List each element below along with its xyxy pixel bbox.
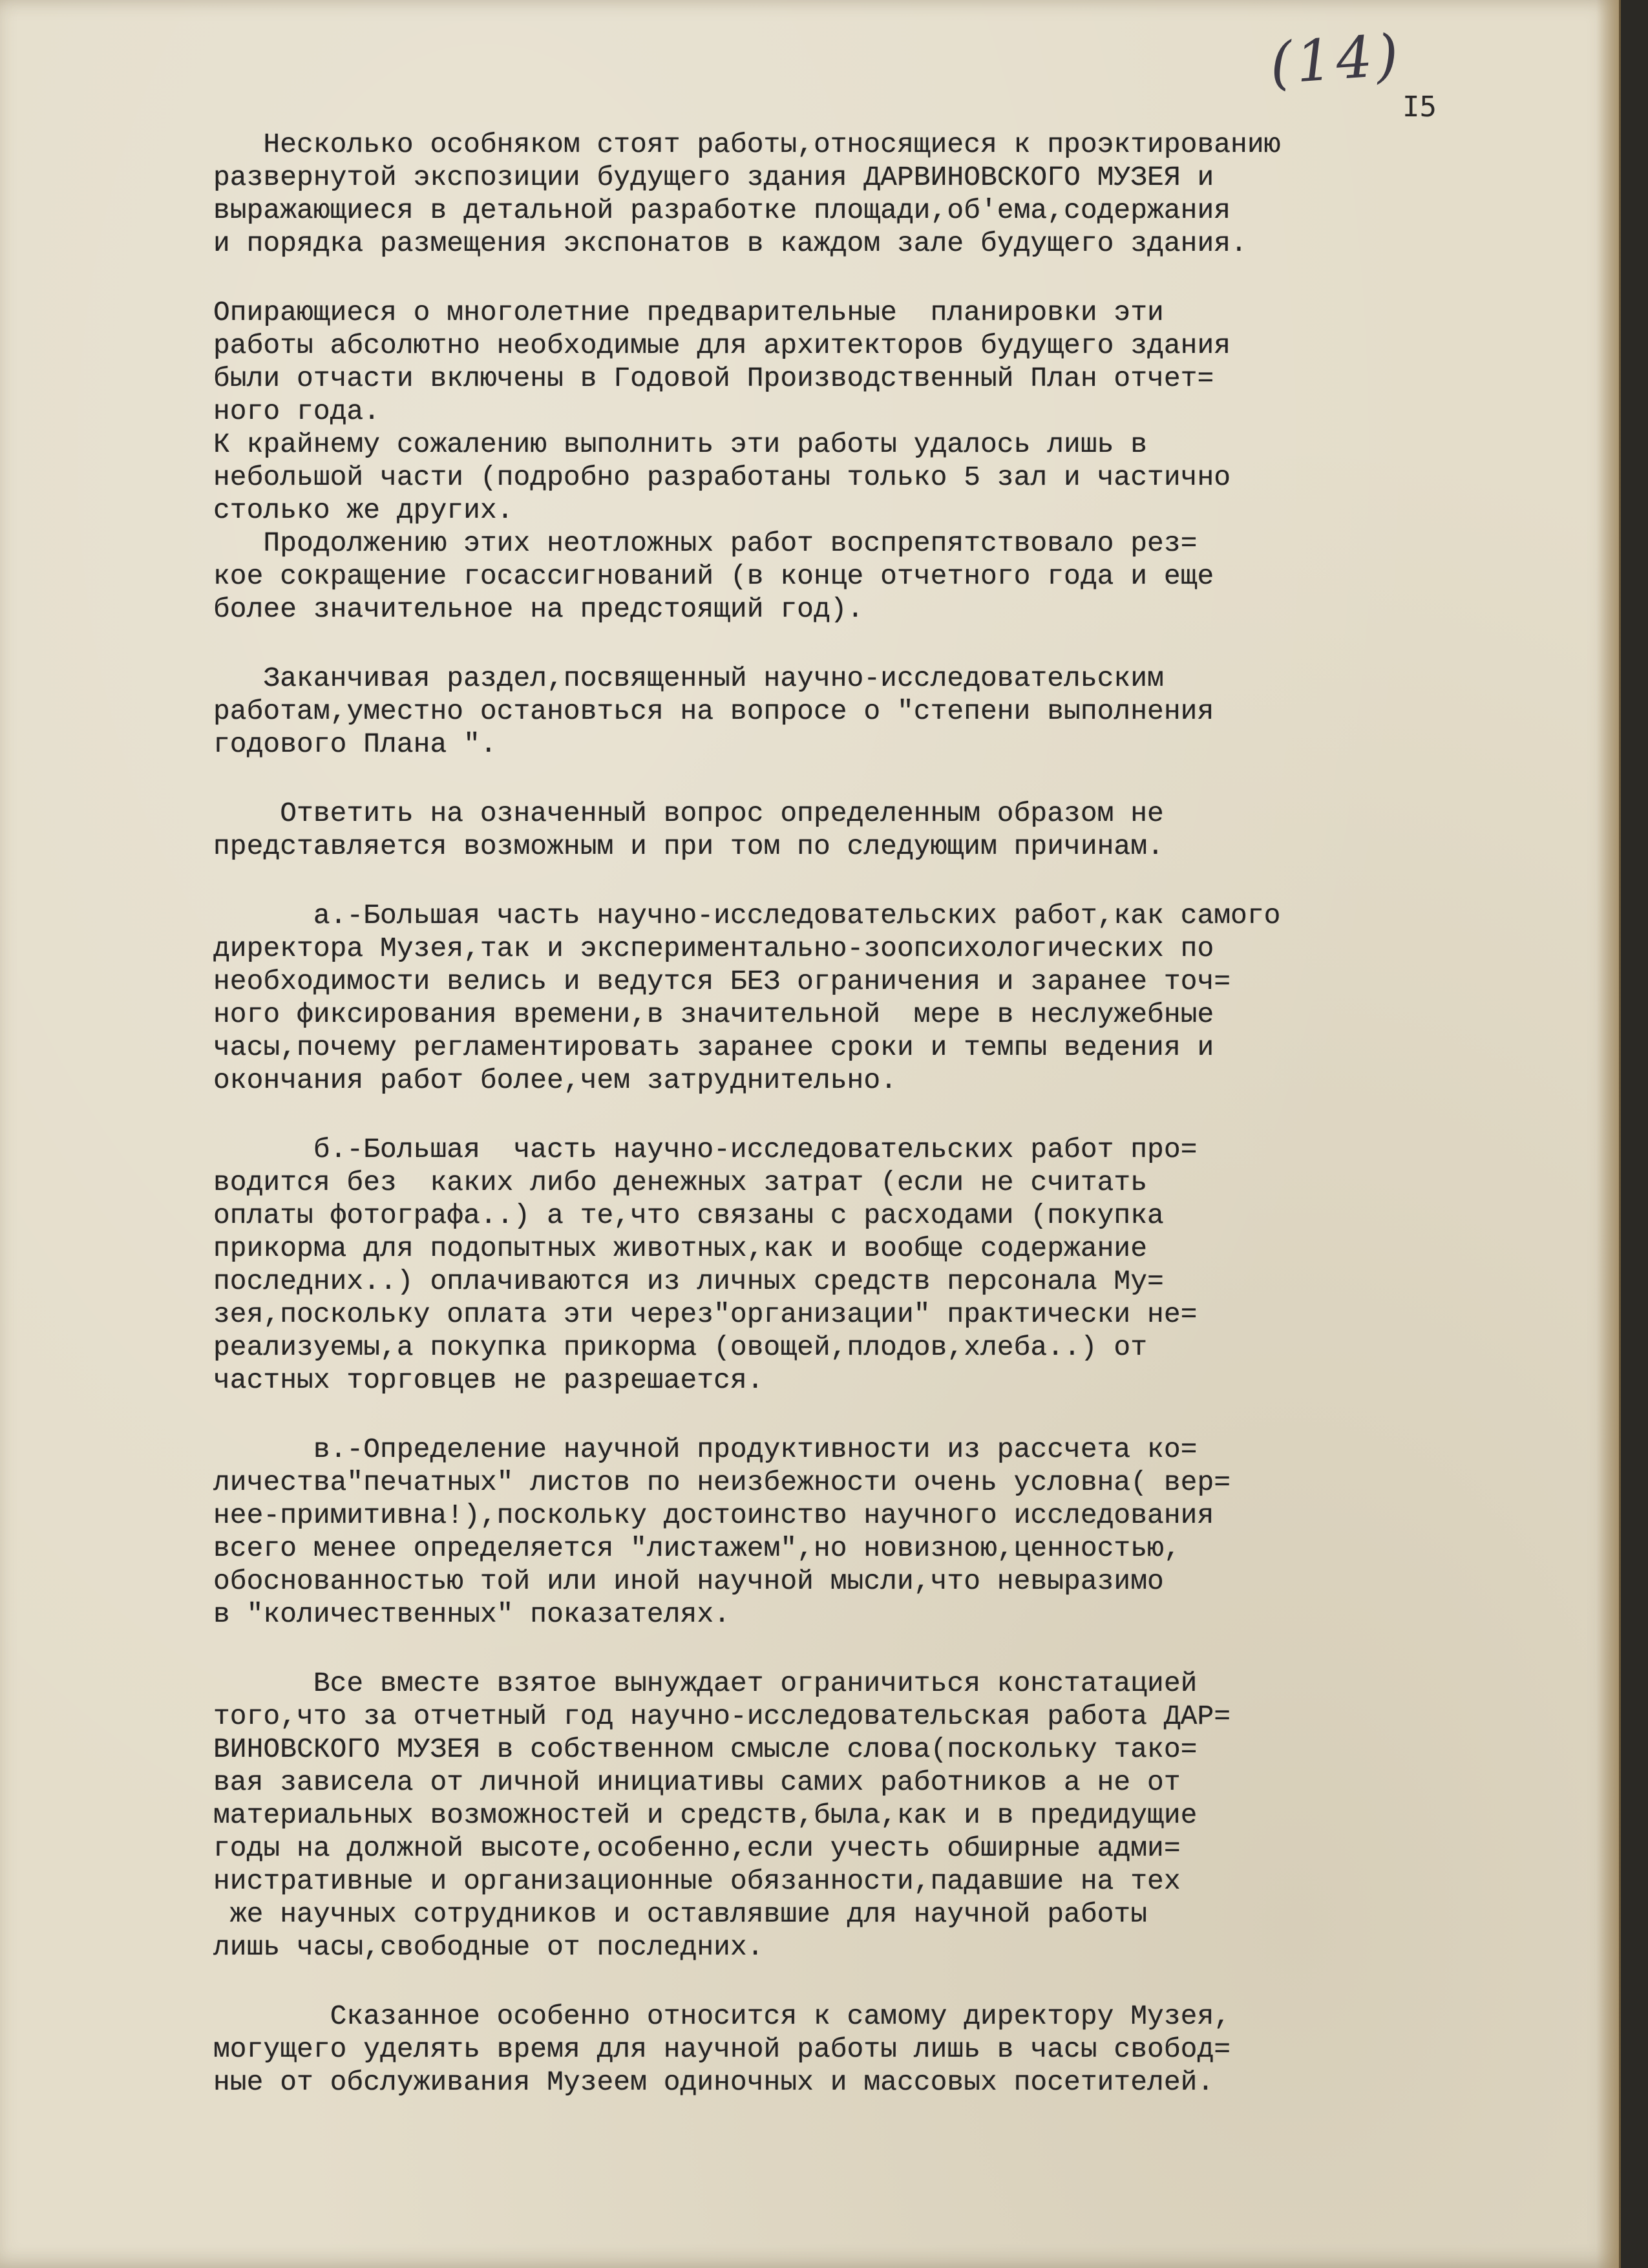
text-line: развернутой экспозиции будущего здания ДАРВИНОВСКОГО МУЗЕЯ и (213, 162, 1214, 193)
text-line: Заканчивая раздел,посвященный научно-исследовательским (213, 662, 1164, 694)
text-line: были отчасти включены в Годовой Производственный План отчет= (213, 363, 1214, 394)
text-line: лишь часы,свободные от последних. (213, 1931, 764, 1963)
text-line: б.-Большая часть научно-исследовательских работ про= (213, 1134, 1198, 1165)
paragraph (213, 899, 1603, 1097)
text-line: Опирающиеся о многолетние предварительные планировки эти (213, 297, 1164, 328)
text-line: нистративные и организационные обязанности,падавшие на тех (213, 1865, 1181, 1897)
paragraph (213, 1667, 1603, 1964)
text-line: часы,почему регламентировать заранее сроки и темпы ведения и (213, 1032, 1214, 1063)
text-line: более значительное на предстоящий год). (213, 593, 864, 625)
page-number: I5 (1402, 90, 1437, 123)
text-line: прикорма для подопытных животных,как и вообще содержание (213, 1233, 1148, 1264)
text-line: в "количественных" показателях. (213, 1598, 730, 1630)
text-line: зея,поскольку оплата эти через"организации" практически не= (213, 1298, 1198, 1330)
text-line: ного фиксирования времени,в значительной мере в неслужебные (213, 999, 1214, 1030)
text-line: окончания работ более,чем затруднительно. (213, 1065, 897, 1096)
text-line: Ответить на означенный вопрос определенным образом не (213, 798, 1164, 829)
text-line: Все вместе взятое вынуждает ограничиться констатацией (213, 1668, 1198, 1699)
text-line: же научных сотрудников и оставлявшие для научной работы (213, 1898, 1148, 1930)
text-line: нее-примитивна!),поскольку достоинство научного исследования (213, 1500, 1214, 1531)
text-line: Несколько особняком стоят работы,относящиеся к проэктированию (213, 129, 1281, 160)
text-line: последних..) оплачиваются из личных средств персонала Му= (213, 1266, 1164, 1297)
paragraph (213, 797, 1603, 863)
text-line: личества"печатных" листов по неизбежности очень условна( вер= (213, 1467, 1231, 1498)
paragraph (213, 1433, 1603, 1631)
document-body (213, 128, 1603, 2099)
paragraph (213, 128, 1603, 260)
text-line: кое сокращение госассигнований (в конце отчетного года и еще (213, 560, 1214, 592)
paragraph (213, 1133, 1603, 1397)
text-line: могущего уделять время для научной работы лишь в часы свобод= (213, 2033, 1231, 2065)
paragraph (213, 2000, 1603, 2099)
text-line: Продолжению этих неотложных работ воспрепятствовало рез= (213, 527, 1198, 559)
text-line: вая зависела от личной инициативы самих работников а не от (213, 1766, 1181, 1798)
text-line: столько же других. (213, 494, 514, 526)
text-line: работы абсолютно необходимые для архитекторов будущего здания (213, 330, 1231, 361)
text-line: того,что за отчетный год научно-исследовательская работа ДАР= (213, 1701, 1231, 1732)
text-line: небольшой части (подробно разработаны только 5 зал и частично (213, 461, 1231, 493)
text-line: выражающиеся в детальной разработке площади,об'ема,содержания (213, 195, 1231, 226)
text-line: ВИНОВСКОГО МУЗЕЯ в собственном смысле слова(поскольку тако= (213, 1733, 1198, 1765)
text-line: необходимости велись и ведутся БЕЗ ограничения и заранее точ= (213, 966, 1231, 997)
text-line: ного года. (213, 396, 381, 427)
paragraph (213, 296, 1603, 428)
text-line: водится без каких либо денежных затрат (если не считать (213, 1167, 1148, 1198)
handwritten-folio-number: (14) (1267, 21, 1404, 98)
text-line: оплаты фотографа..) а те,что связаны с расходами (покупка (213, 1200, 1164, 1231)
paragraph (213, 662, 1603, 761)
text-line: материальных возможностей и средств,была,как и в предидущие (213, 1799, 1198, 1831)
text-line: директора Музея,так и экспериментально-зоопсихологических по (213, 933, 1214, 964)
text-line: а.-Большая часть научно-исследовательских работ,как самого (213, 900, 1281, 931)
paragraph (213, 527, 1603, 626)
text-line: обоснованностью той или иной научной мысли,что невыразимо (213, 1565, 1164, 1597)
text-line: работам,уместно остановться на вопросе о "степени выполнения (213, 695, 1214, 727)
text-line: представляется возможным и при том по следующим причинам. (213, 831, 1164, 862)
text-line: реализуемы,а покупка прикорма (овощей,плодов,хлеба..) от (213, 1331, 1148, 1363)
text-line: К крайнему сожалению выполнить эти работы удалось лишь в (213, 429, 1148, 460)
paragraph (213, 428, 1603, 527)
text-line: годового Плана ". (213, 728, 497, 760)
text-line: в.-Определение научной продуктивности из рассчета ко= (213, 1434, 1198, 1465)
text-line: всего менее определяется "листажем",но новизною,ценностью, (213, 1532, 1181, 1564)
text-line: частных торговцев не разрешается. (213, 1364, 764, 1396)
text-line: ные от обслуживания Музеем одиночных и массовых посетителей. (213, 2066, 1214, 2098)
text-line: Сказанное особенно относится к самому директору Музея, (213, 2000, 1231, 2032)
text-line: годы на должной высоте,особенно,если учесть обширные адми= (213, 1832, 1181, 1864)
text-line: и порядка размещения экспонатов в каждом зале будущего здания. (213, 228, 1247, 259)
